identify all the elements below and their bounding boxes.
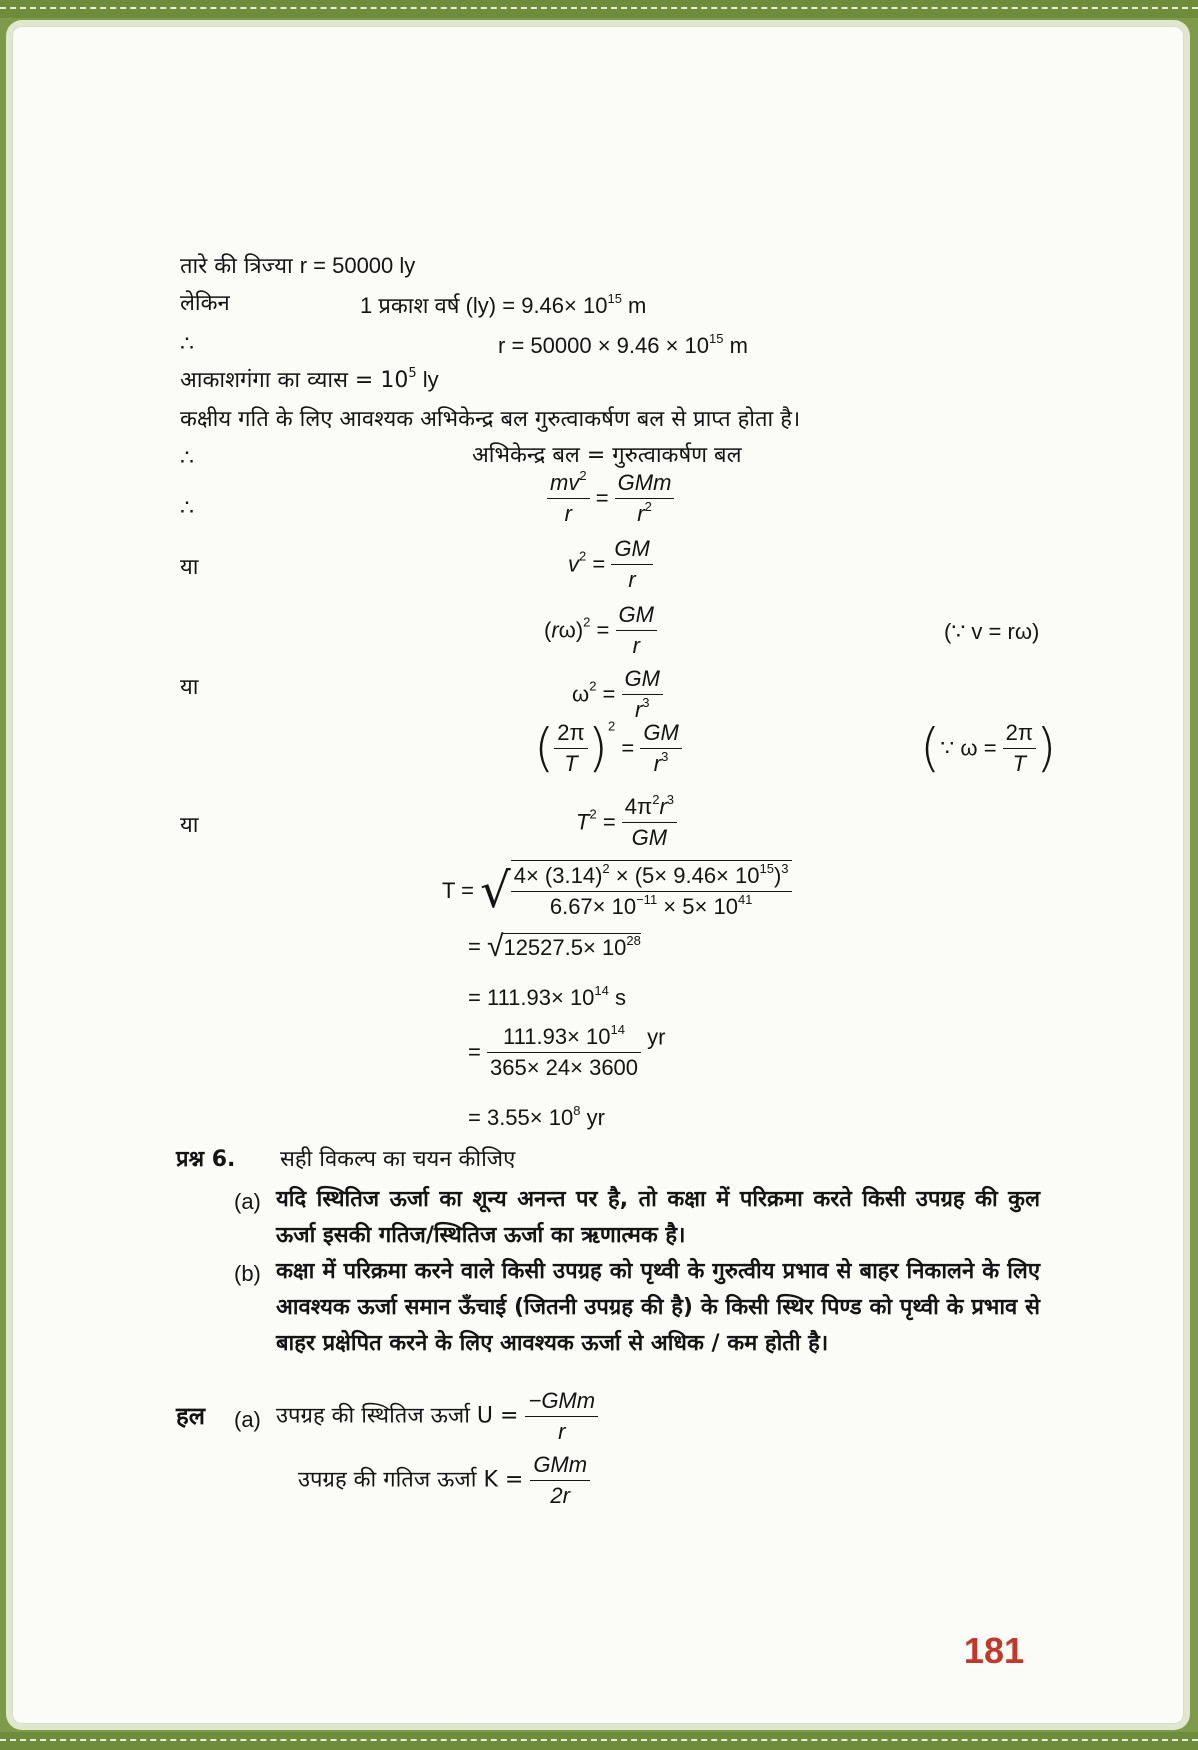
- equation-v2: $v^2$ = $\frac{GM}{r}$: [568, 534, 653, 595]
- solution-a-label: (a): [234, 1407, 261, 1432]
- radius-line: तारे की त्रिज्या r = 50000 ly: [180, 253, 416, 279]
- page-number: 181: [963, 1630, 1024, 1671]
- top-border: [0, 0, 1198, 18]
- lekin-label: लेकिन: [180, 291, 230, 316]
- option-a-label: (a): [234, 1189, 261, 1214]
- solution-label: हल: [176, 1402, 206, 1430]
- therefore-symbol: ∴: [180, 331, 194, 356]
- equation-T2: $T^2$ = $\frac{4\pi^2r^3}{GM}$: [576, 792, 677, 853]
- ya-label: या: [180, 555, 199, 580]
- equation-sqrt-inner: = $√12527.5\times 10^{28}$: [468, 930, 641, 964]
- question-label: प्रश्न 6.: [176, 1147, 236, 1172]
- kinetic-energy: उपग्रह की गतिज ऊर्जा K = $\frac{\text{GMm}}{2r}$: [298, 1450, 590, 1511]
- note-v-rw: (∵ v = rω): [944, 619, 1040, 644]
- ya-label: या: [180, 675, 199, 700]
- ly-definition: 1 प्रकाश वर्ष $(ly) = 9.46\times 10^{15}$ m: [360, 291, 647, 318]
- option-b-label: (b): [234, 1261, 261, 1286]
- galaxy-diameter: आकाशगंगा का व्यास = $10^5$ ly: [180, 366, 439, 393]
- equation-T-sqrt: T = √ $\frac{4\times (3.14)^2 \times (5\times 9.46\times 10^{15})^3}{6.67\times 10^{-11} \times 5\times 10^{41}}$: [442, 860, 792, 922]
- r-calculation: $r = 50000 \times 9.46 \times 10^{15}$ m: [498, 331, 748, 358]
- force-equality: अभिकेन्द्र बल = गुरुत्वाकर्षण बल: [472, 443, 742, 468]
- equation-mv2: $\frac{mv^2}{r}$ = $\frac{\text{GMm}}{r^2}$: [547, 468, 674, 529]
- equation-w2: $\omega^2$ = $\frac{GM}{r^3}$: [572, 664, 663, 725]
- equation-rw2: $(r\omega)^2$ = $\frac{GM}{r}$: [544, 600, 657, 661]
- result-seconds: = $111.93\times 10^{14}$ s: [468, 983, 627, 1010]
- equation-2pi-T: ( $\frac{2\pi}{T}$ )$^2$ = $\frac{GM}{r^3}$: [534, 718, 682, 779]
- question-title: सही विकल्प का चयन कीजिए: [280, 1147, 516, 1172]
- note-omega: (∵ ω = $\frac{2\pi}{T}$ ): [920, 718, 1057, 779]
- final-result: = $3.55\times 10^8$ yr: [468, 1103, 605, 1130]
- bottom-border: [0, 1732, 1198, 1750]
- page: [12, 26, 1184, 1724]
- result-conversion: = $\frac{111.93\times 10^{14}}{365\times 24\times 3600}$ yr: [468, 1022, 666, 1080]
- ya-label: या: [180, 813, 199, 838]
- option-a-text: यदि स्थितिज ऊर्जा का शून्य अनन्त पर है, तो कक्षा में परिक्रमा करते किसी उपग्रह की कुल ऊर्जा इसकी गतिज/स्थितिज ऊर्जा का ऋणात्मक है।: [276, 1187, 1040, 1248]
- centripetal-statement: कक्षीय गति के लिए आवश्यक अभिकेन्द्र बल गुरुत्वाकर्षण बल से प्राप्त होता है।: [180, 407, 801, 432]
- option-b-text: कक्षा में परिक्रमा करने वाले किसी उपग्रह को पृथ्वी के गुरुत्वीय प्रभाव से बाहर निकालने के लिए आवश्यक ऊर्जा समान ऊँचाई (जितनी उपग्रह की है) के किसी स्थिर पिण्ड को पृथ्वी के प्रभाव से बाहर प्रक्षेपित करने के लिए आवश्यक ऊर्जा से अधिक / कम होती है।: [276, 1259, 1040, 1356]
- potential-energy: उपग्रह की स्थितिज ऊर्जा U = $\frac{\text{−GMm}}{r}$: [276, 1386, 598, 1447]
- therefore-symbol: ∴: [180, 495, 194, 520]
- therefore-symbol: ∴: [180, 445, 194, 470]
